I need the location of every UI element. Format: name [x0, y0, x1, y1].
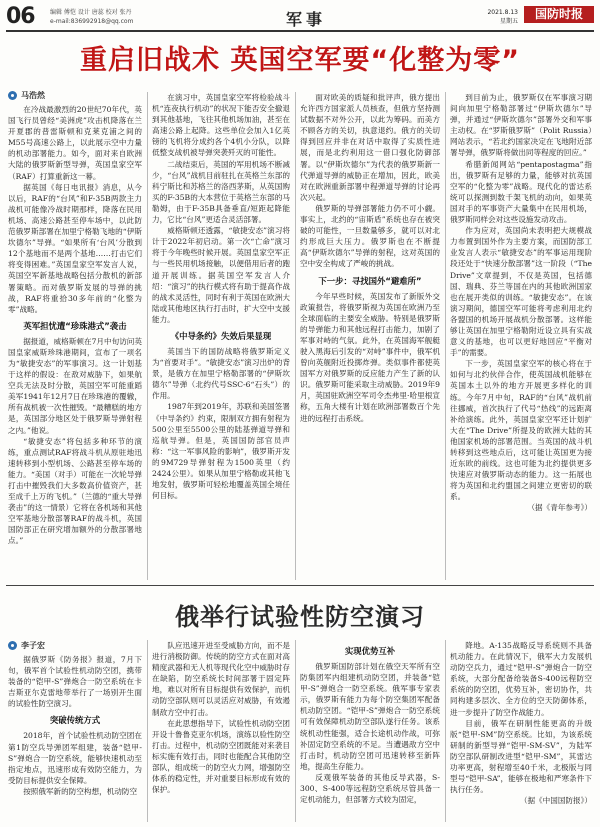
- article-divider: [6, 585, 594, 586]
- column-divider: [445, 92, 446, 580]
- article1-column-1: [8, 90, 142, 547]
- paragraph: 今年早些时候，英国发布了新版外交政策报告，将俄罗斯视为英国在欧洲乃至全球面临的主要安全威胁。特别是俄罗斯的导弹能力和其他远程打击能力，加剧了军事对峙的气氛。此外，在英国海军舰艇驶入黑海后引发的“对峙”事件中，俄军机曾向英舰附近投掷炸弹。类似事件都使英国军方对俄罗斯的反应能力产生了新的认识。俄罗斯可能采取主动威胁。2019年9月，英国驻欧洲空军司令杰弗里·哈里根宣称，五角大楼有计划在欧洲部署数百个先进的远程打击系统。: [300, 291, 440, 423]
- paragraph: 俄罗斯国防部计划在俄空天军所有空防集团军内组建机动防空团，并装备“铠甲-S”弹炮合一防空系统。俄军事专家表示，俄罗斯有能力为每个防空集团军配备机动防空团。“铠甲-S”弹炮合一防空系统可有效保障机动防空部队遂行任务。该系统机动性能强，适合长途机动作战，可弥补固定防空系统的不足。当遭遇敌方空中打击时，机动防空团可迅速转移至新阵地，提高生存能力。: [300, 662, 440, 771]
- paragraph: 2018年，首个试验性机动防空团在第1防空兵导弹团军组建，装备“铠甲-S”弹炮合一防空系统，能够快速机动至指定地点，迅速形成有效防空能力，为受防目标提供安全保障。: [8, 731, 142, 785]
- article1-column-4: [450, 92, 592, 514]
- article1-byline: [8, 90, 142, 101]
- paragraph: 威格斯顿还透露，“敏捷安态”演习将计于2022年初启动。第一次“亡命”演习将于今年晚些时候开展。英国皇家空军正与一些民用机场接触，以便借用后者的跑道开展训练。据英国空军发言人介绍：“演习”的执行模式将有助于提高作战的战术灵活性，同时有利于英国在欧洲大陆或其他地区执行打击时，扩大空中支援能力。: [152, 226, 290, 324]
- paragraph: 希腊新闻网站“pentapostagma”指出，俄罗斯有足够的力量，能够对抗英国空军的“化整为零”战略。现代化的雷达系统可以探测到数千架飞机的动向，如果英国对手的军事资产大量集中在民用机场，俄罗斯同样会对这些设施发动攻击。: [450, 159, 592, 225]
- paragraph: 1987年到2019年，苏联和美国签署《中导条约》约束，限制双方拥有射程为500公里至5500公里的陆基弹道导弹和巡航导弹。但是，英国国防部官员声称：“这一军事风险的影响”，俄罗斯开发的9M729导弹射程为1500英里（约2424公里）。如果从加里宁格勒或其他飞地发射，俄罗斯可轻松地覆盖英国全境任何目标。: [152, 402, 290, 501]
- column-divider: [295, 92, 296, 580]
- column-divider: [295, 640, 296, 822]
- date-value: 2021.8.13: [487, 9, 518, 16]
- author-name: 马浩然: [21, 91, 45, 100]
- paragraph: 作为应对，英国尚未表明把大规模战力布置到国外作为主要方案，而国防部工业发言人表示“敏捷安态”的军事运用现阶段还处于“快速分散部署”这一阶段（“The Drive”文章提到，不仅是英国，包括德国、瑞典、芬兰等国在内的其他欧洲国家也在展开类似的训练。“敏捷安态”。在该演习期间，德国空军可能将考虑利用北约各盟国的机场开展战机分散部署。这样能够让英国在加里宁格勒附近设立具有实战意义的基地，也可以更好地回应“平衡对手”的需要。: [450, 226, 592, 358]
- paragraph: 降地。A-135战略反导系统则不具备机动能力。在此情况下，俄军大力发展机动防空兵力，通过“铠甲-S”弹炮合一防空系统，大部分配备给装备S-400远程防空系统的防空团，优势互补，密切协作，共同构建多层次、全方位的空天防御体系，进一步提升了防空作战能力。: [450, 641, 592, 717]
- article2-column-1: [8, 640, 142, 797]
- paragraph: 面对欧美的质疑和批评声，俄方提出允许西方国家派人员核查，但俄方坚持测试数据不对外公开，以此为筹码。而美方不顾各方的关切，执意退约。俄方的关切得到回应并非在对话中取得了实质性进展，而是北约利用这一借口强化防御部署。以“伊斯坎德尔”为代表的俄罗斯新一代弹道导弹的威胁正在增加，因此，欧美对在欧洲重新部署中程弹道导弹的讨论再次兴起。: [300, 93, 440, 202]
- paragraph: 据俄罗斯《防务报》报道，7月下旬，俄军首个试验性机动防空团，携带装备的“铠甲-S”弹炮合一防空系统在卡吉斯亚尔克雷地带举行了一场别开生面的试验性防空演习。: [8, 655, 142, 709]
- article1-headline: 重启旧战术 英国空军要“化整为零”: [80, 45, 520, 76]
- article2-column-3: [300, 640, 440, 805]
- paragraph: 在此思想指导下，试验性机动防空团开设十鲁鲁克亚尔机场，演练以验性防空打击。过程中，机动防空团既能对来袭目标实施有效打击，同时也能配合其他防空部队，组成统一的防空火力网，增强防空体系的稳定性，并对重要目标形成有效的保护。: [152, 718, 290, 795]
- article2-source: （据《中国国防报》）: [519, 796, 592, 806]
- paragraph: 到目前为止，俄罗斯仅在军事演习期间向加里宁格勒部署过“伊斯坎德尔”导弹，并通过“伊斯坎德尔”部署外交和军事主动权。在“罗斯俄罗斯”（Polit Russia）网站表示，“若北约国家决定在飞地附近部署导弹，俄罗斯将做出同等程度的回应。”: [450, 93, 592, 158]
- author-name: 李子宏: [21, 641, 45, 650]
- weekday-value: 星期五: [499, 18, 518, 25]
- article2-column-4: [450, 640, 592, 806]
- column-divider: [147, 92, 148, 580]
- brand-logo: 国防时报: [524, 6, 594, 23]
- article1-column-2: [152, 92, 290, 501]
- header-divider: [6, 30, 594, 32]
- paragraph: 队应迅速开进至受威胁方向，而不是进行消极防御。传统的防空方式在面对高精度武器和无人机等现代化空中威胁时存在缺陷，防空系统长时间部署于固定阵地，难以对所有目标提供有效保护，而机动防空部队则可以灵活应对威胁，有效遏制敌方空中打击。: [152, 641, 290, 717]
- page-header: [6, 4, 594, 30]
- paragraph: 按照俄军新的防空构想，机动防空: [23, 786, 138, 796]
- paragraph: 反观俄军装备的其他反导武器，S-300、S-400等远程防空系统尽管具备一定机动能力，但部署方式较为固定，: [300, 772, 440, 805]
- paragraph: 据英国《每日电讯报》消息，从今以后，RAF的“台风”和F-35B两款主力战机可能像冷战时期那样，降落在民用机场、高速公路甚至停车场中，以此防范俄罗斯部署在加里宁格勒飞地的“伊斯坎德尔”导弹。“如果所有‘台风’分散到12个基地而不是两个基地……打击它们将变得困难。”英国皇家空军发言人说，英国空军新基地战略包括分散机的新部署策略。而对俄罗斯发展的导弹的挑战，RAF将重拾30多年前的“化整为零”战略。: [8, 182, 142, 314]
- subheading: 下一步：寻找国外“避难所”: [318, 275, 422, 286]
- paragraph: 在冷战最激烈的20世纪70年代，英国飞行员曾经“美洲虎”攻击机降落在兰开夏郡的普雷斯顿和克莱克浦之间的M55号高速公路上，以此展示空中力量的机动部署能力。如今，面对来自欧洲大陆的俄罗斯新型导弹，英国皇家空军（RAF）打算重新这一幕。: [8, 105, 142, 181]
- column-divider: [445, 640, 446, 822]
- author-icon: [8, 641, 17, 650]
- page-number: 06: [6, 4, 35, 29]
- paragraph: 二战结束后，英国的军用机场不断减少，“台风”战机目前驻扎在英格兰东部的科宁斯比和苏格兰的洛西茅斯，从英国购买的F-35B的大本营位于英格兰东部的马勒姆，由于F-35B具备垂直/短距起降能力，它比“台风”更适合灵活部署。: [152, 159, 290, 225]
- article1-column-3: [300, 92, 440, 424]
- subheading: 突破传统方式: [49, 715, 101, 726]
- column-divider: [147, 640, 148, 822]
- editor-line: 编辑 傅恺 设计 唐蕊 校对 张丹: [50, 9, 132, 16]
- author-icon: [8, 91, 17, 100]
- paragraph: 英国当下的国防战略将俄罗斯定义为“首要对手”。“敏捷安态”演习出炉的背景，是俄方在加里宁格勒部署的“伊斯坎德尔”导弹（北约代号SSC-6“石头”）的作用。: [152, 346, 290, 401]
- email-line: e-mail:836992918@qq.com: [50, 18, 134, 25]
- issue-date: [487, 8, 518, 26]
- paragraph: “敏捷安态”将包括多种环节的演练，重点测试RAF将战斗机从原驻地迅速转移到小型机场、公路甚至停车场的能力。“美国（对手）可能在一次轮导弹打击中摧毁我们大多数高价值资产，甚至成千上万的飞机。”（兰德的“重大导弹袭击”的这一情景）它将在各机场和其他空军基地分散部署RAF的战斗机，英国国防部正在研究增加额外的分散部署地点。”: [8, 436, 142, 546]
- paragraph: 下一步，英国皇家空军的核心将在于如何与北约伙伴合作，使英国战机能够在英国本土以外的地方开展更多样化的训练。今年7月中旬，RAF的“台风”战机前往挪威，首次执行了代号“热线”的远距离补给演练。此外，英国皇家空军还计划扩大在“The Drive”所提及的欧洲大陆的其他国家机场的部署范围。当英国的战斗机转移到这些地点后，这可能让英国更为接近东欧的前线。这也可能为北约提供更多快速应对俄罗斯动态的能力。这一拓展也将为英国和北约盟国之间建立更密切的联系。: [450, 359, 592, 502]
- article2-column-2: [152, 640, 290, 795]
- article1-source: （据《青年参考》）: [527, 503, 592, 513]
- subheading: 实现优势互补: [344, 646, 396, 656]
- paragraph: 目前，俄军在研制性能更高的升级版“铠甲-SM”防空系统。比如，为该系统研制的新型导弹“铠甲-SM-SV”，为陆军防空部队研制改进型“铠甲-SM”，其雷达功率更高，射程增至40千米，北极版与同型号“铠甲-SA”，能够在极地和严寒条件下执行任务。: [450, 718, 592, 795]
- paragraph: 在演习中，英国皇家空军将检验战斗机“连夜执行机动”的状况下能否安全撤退到其他基地，飞往其他机场加油，甚至在高速公路上起降。这些单位会加入1亿英镑的飞机将分成约各个4机小分队，以降低整支战机被导弹突袭歼灭的可能性。: [152, 93, 290, 158]
- editor-meta: [50, 8, 133, 26]
- subheading: 《中导条约》失效后果显现: [170, 330, 272, 341]
- paragraph: 据报道，威格斯顿在7月中旬访问英国皇家威斯珍珠港期间，宣布了一项名为“敏捷安态”的军事演习。这一计划基于这样的假设：在敌对威胁下，如果航空兵无法及时分散，英国空军可能重蹈美军1941年12月7日在珍珠港的覆辙，所有战机被一次性摧毁。“最糟糕的地方是，英国部分地区处于俄罗斯导弹射程之内。”他说。: [8, 336, 142, 435]
- paragraph: 俄罗斯的导弹部署能力仍不可小觑。事实上，北约的“宙斯盾”系统也存在被突破的可能性，一旦数量够多，就可以对北约形成巨大压力。俄罗斯也在不断提高“伊斯坎德尔”导弹的射程，这对英国的空中安全构成了严峻的挑战。: [300, 203, 440, 269]
- section-title: 军事: [285, 10, 326, 29]
- article2-headline: 俄举行试验性防空演习: [175, 603, 425, 631]
- article2-byline: [8, 640, 142, 651]
- subheading: 英军担忧遭“珍珠港式”袭击: [23, 320, 127, 331]
